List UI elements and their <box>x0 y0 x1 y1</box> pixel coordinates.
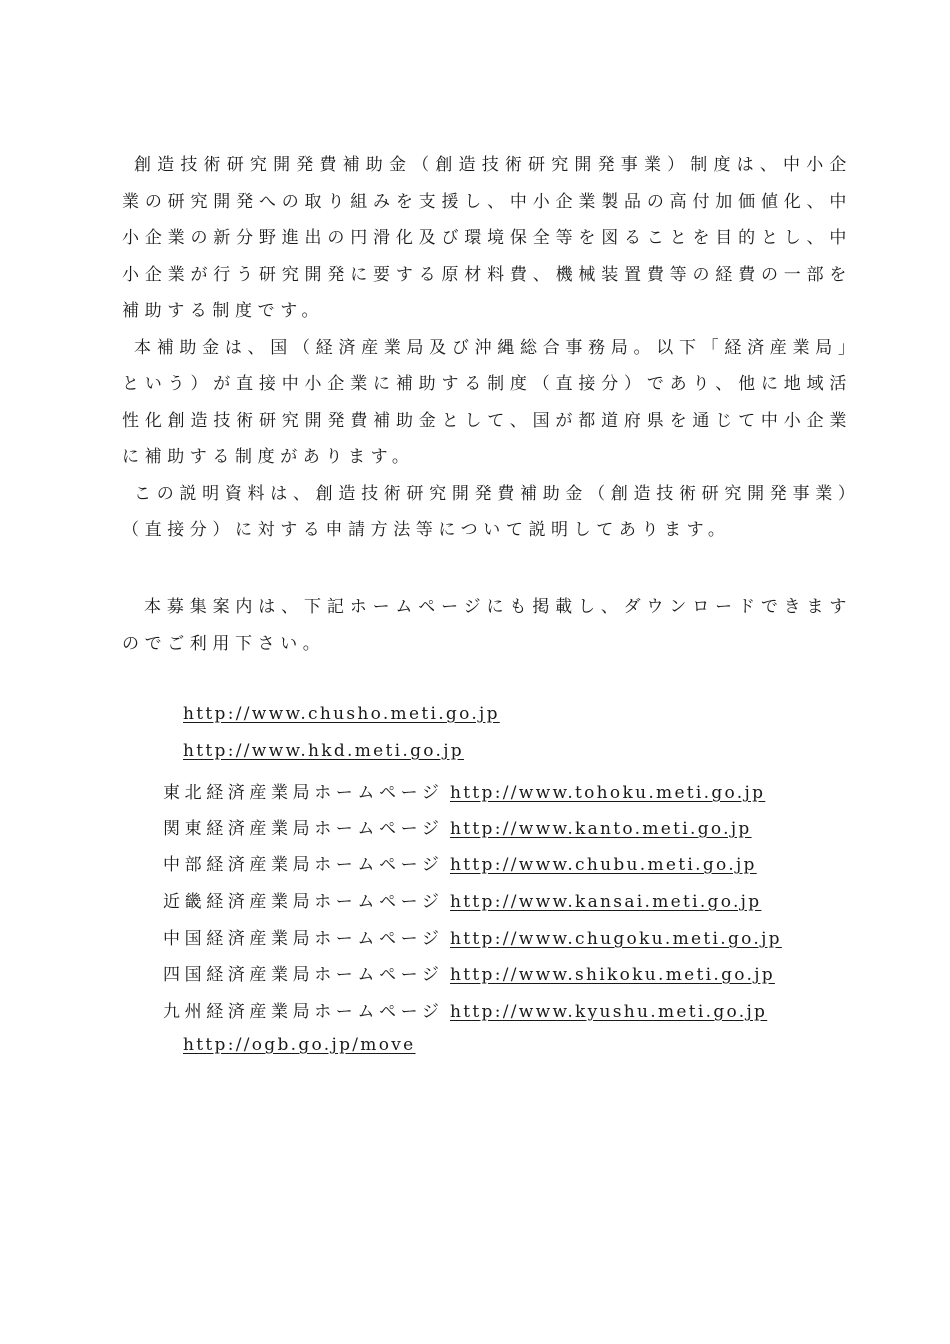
intro-section <box>122 147 852 549</box>
link-label-kyushu: 九州経済産業局ホームページ <box>163 1002 444 1022</box>
link-row-kanto <box>163 814 752 839</box>
link-label-chugoku: 中国経済産業局ホームページ <box>163 929 444 949</box>
link-chusho[interactable]: http://www.chusho.meti.go.jp <box>183 704 500 724</box>
link-row-chusho <box>183 704 500 724</box>
link-chubu[interactable]: http://www.chubu.meti.go.jp <box>450 855 757 875</box>
link-row-hkd <box>183 741 464 761</box>
link-row-shikoku <box>163 960 775 985</box>
link-okinawa[interactable]: http://ogb.go.jp/move <box>183 1035 416 1055</box>
link-row-chubu <box>163 850 757 875</box>
link-chugoku[interactable]: http://www.chugoku.meti.go.jp <box>450 929 782 949</box>
link-kanto[interactable]: http://www.kanto.meti.go.jp <box>450 819 752 839</box>
link-row-kyushu <box>163 997 767 1022</box>
link-row-tohoku <box>163 778 765 803</box>
link-tohoku[interactable]: http://www.tohoku.meti.go.jp <box>450 783 766 803</box>
link-row-kansai <box>163 887 761 912</box>
link-hkd[interactable]: http://www.hkd.meti.go.jp <box>183 741 464 761</box>
link-row-chugoku <box>163 924 782 949</box>
intro-paragraph-3: この説明資料は、創造技術研究開発費補助金（創造技術研究開発事業）（直接分）に対する申請方法等について説明してあります。 <box>122 483 852 540</box>
intro-paragraph-1: 創造技術研究開発費補助金（創造技術研究開発事業）制度は、中小企業の研究開発への取り組みを支援し、中小企業製品の高付加価値化、中小企業の新分野進出の円滑化及び環境保全等を図ることを目的とし、中小企業が行う研究開発に要する原材料費、機械装置費等の経費の一部を補助する制度です。 <box>122 155 852 321</box>
link-label-chubu: 中部経済産業局ホームページ <box>163 855 444 875</box>
link-shikoku[interactable]: http://www.shikoku.meti.go.jp <box>450 965 775 985</box>
link-kansai[interactable]: http://www.kansai.meti.go.jp <box>450 892 762 912</box>
intro-paragraph-2: 本補助金は、国（経済産業局及び沖縄総合事務局。以下「経済産業局」という）が直接中小企業に補助する制度（直接分）であり、他に地域活性化創造技術研究開発費補助金として、国が都道府県を通じて中小企業に補助する制度があります。 <box>122 337 852 467</box>
link-label-tohoku: 東北経済産業局ホームページ <box>163 783 444 803</box>
recruit-notice: 本募集案内は、下記ホームページにも掲載し、ダウンロードできますのでご利用下さい。 <box>122 597 852 654</box>
link-kyushu[interactable]: http://www.kyushu.meti.go.jp <box>450 1002 768 1022</box>
link-row-okinawa <box>183 1035 416 1055</box>
link-label-kansai: 近畿経済産業局ホームページ <box>163 892 444 912</box>
link-label-shikoku: 四国経済産業局ホームページ <box>163 965 444 985</box>
link-label-kanto: 関東経済産業局ホームページ <box>163 819 444 839</box>
